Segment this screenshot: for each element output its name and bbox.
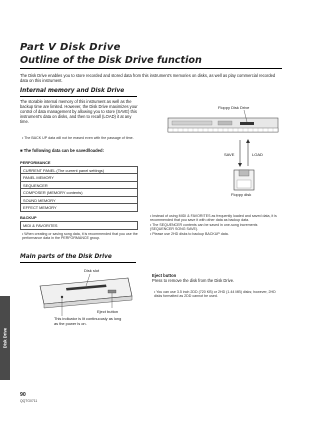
list-item: SOUND MEMORY [21, 197, 137, 204]
backup-note: • The BACK UP data will not be erased even with the passage of time. [22, 136, 134, 140]
instrument-display [218, 121, 232, 125]
title-rule [20, 68, 282, 69]
part-title: Part V Disk Drive [20, 42, 121, 53]
backup-recommendation-note: • When creating or saving song data, it is recommended that you use the performance data in the PERFORMANCE group. [22, 232, 138, 241]
disk-slot-label: Disk slot [84, 268, 100, 273]
page-number: 90 [20, 392, 26, 398]
save-label: SAVE [224, 152, 235, 157]
section-rule [20, 262, 136, 263]
page-title: Outline of the Disk Drive function [20, 55, 202, 66]
performance-list [20, 166, 138, 212]
eject-body: Press to remove the disk from the Disk Drive. [152, 278, 235, 283]
eject-note: • You can use 3.5 inch 2DD (720 KB) or 2HD (1.44 MB) disks; however, 2HD disks formatted as 2DD cannot be used. [154, 290, 276, 299]
list-item: CURRENT PANEL (The current panel settings) [21, 167, 137, 174]
indicator-text: This indicator is lit continuously as long as the power is on. [54, 316, 122, 326]
load-label: LOAD [252, 152, 263, 157]
load-arrow-head [246, 139, 250, 143]
right-notes [150, 214, 282, 236]
eject-button-label: Eject button [97, 309, 119, 314]
list-item: PANEL MEMORY [21, 174, 137, 181]
performance-label: PERFORMANCE [20, 160, 51, 165]
disk-drive-diagram [148, 96, 283, 196]
saved-data-heading: ■ The following data can be saved/loaded: [20, 148, 104, 153]
list-item: MIDI & FAVORITES [23, 223, 58, 228]
side-tab-label: Disk Drive [2, 327, 8, 349]
drive-slot-icon [240, 122, 254, 125]
note-item: • The SEQUENCER contents can be saved in one-song increments (SEQUENCER SONG SAVE). [150, 222, 258, 232]
backup-label: BACKUP [20, 215, 37, 220]
document-code: QQTG0711 [20, 399, 38, 403]
floppy-label-area [237, 180, 251, 188]
intro-text: The Disk Drive enables you to store recorded and stored data from this instrument's memories on disks, as well as play commercial recorded data on this instrument. [20, 73, 276, 84]
memory-body-text: The storable internal memory of this instrument as well as the backup time are limited. However, the Disk Drive maximizes your control of data management by allowing you to store (SAVE) this instrument's data on disks, and then to recall (LOAD) it at any time. [20, 99, 138, 125]
eject-button-icon [108, 290, 116, 293]
floppy-disk-label: Floppy disk [231, 192, 252, 197]
instrument-panel [172, 121, 212, 125]
list-item: SEQUENCER [21, 182, 137, 189]
note-item: • Instead of using MIDI & FAVORITES as frequently loaded and saved data, it is recommended that you save it with other data as backup data. [150, 214, 277, 223]
section-title-internal-memory: Internal memory and Disk Drive [20, 88, 125, 94]
backup-list [20, 221, 138, 230]
list-item: COMPOSER (MEMORY contents) [21, 189, 137, 196]
save-arrow-head [238, 163, 242, 167]
side-tab [0, 296, 10, 380]
section-rule [20, 96, 137, 97]
eject-heading: Eject button [152, 273, 177, 278]
floppy-drive-label: Floppy Disk Drive [218, 105, 250, 110]
floppy-shutter [239, 170, 249, 176]
keyboard-keys [173, 128, 273, 132]
section-title-main-parts: Main parts of the Disk Drive [20, 254, 112, 260]
list-item: EFFECT MEMORY [23, 204, 57, 210]
indicator-light-icon [61, 296, 63, 298]
note-item: • Please use 2HD disks to backup BACKUP data. [150, 231, 229, 236]
